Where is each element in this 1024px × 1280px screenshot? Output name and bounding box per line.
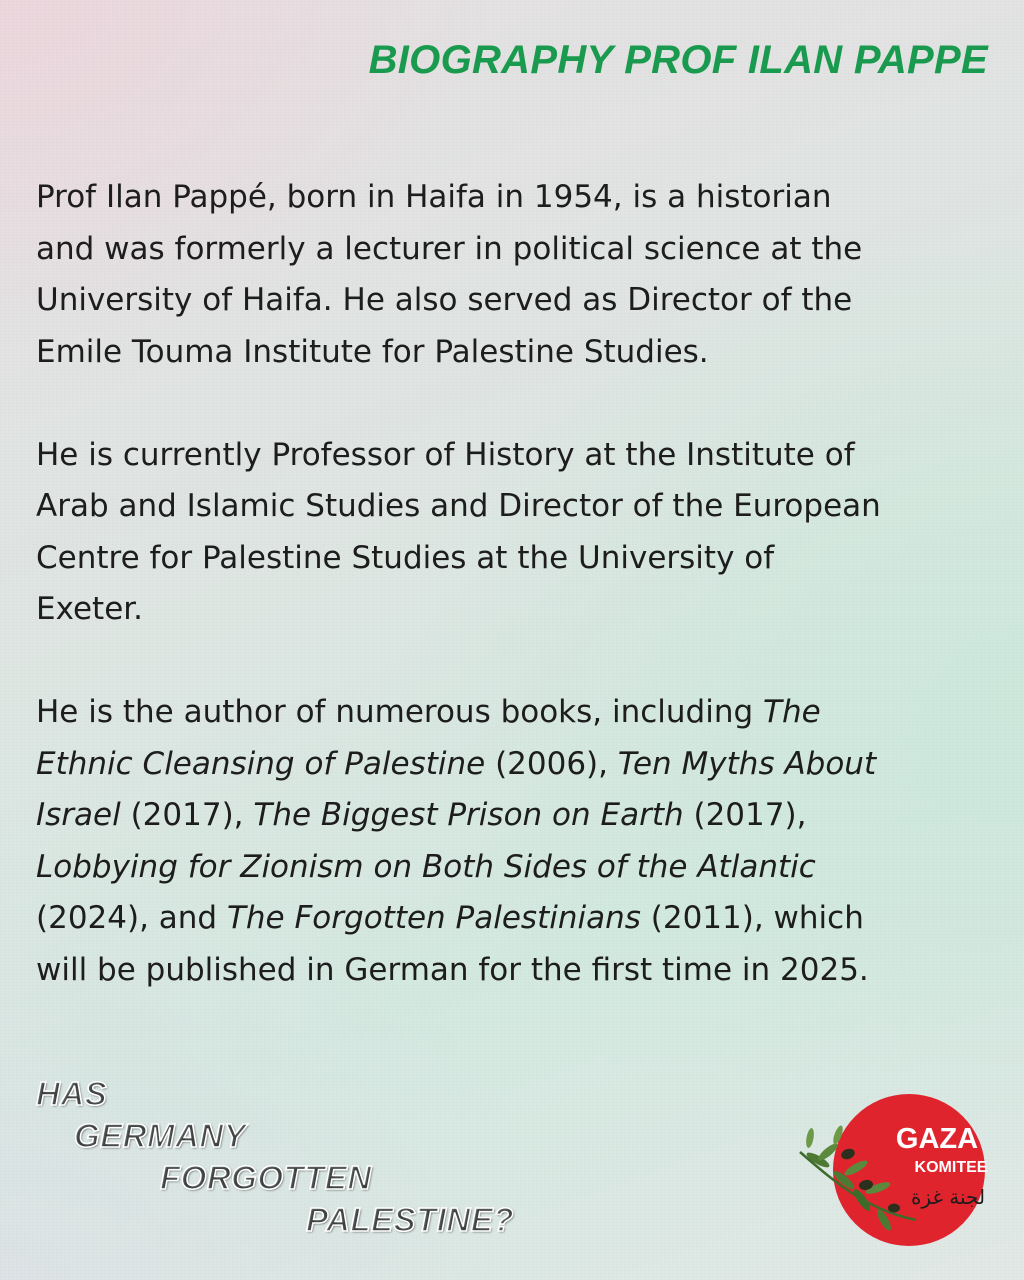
text-run: (2006), [485, 745, 618, 782]
text-line [36, 739, 996, 791]
book-title: Israel [36, 797, 121, 833]
slogan-line: GERMANY [74, 1117, 247, 1154]
bio-paragraph-1 [36, 172, 996, 378]
text-line: Exeter. [36, 591, 144, 627]
slogan-line: PALESTINE? [306, 1201, 514, 1238]
slogan-line: FORGOTTEN [160, 1159, 372, 1196]
text-run: (2024), and [36, 900, 227, 936]
book-title: The Forgotten Palestinians [226, 900, 641, 936]
text-line [36, 945, 996, 997]
text-line: University of Haifa. He also served as Director of the [36, 282, 853, 318]
text-run: will be published in German for the first time in 2025. [36, 951, 869, 988]
book-title: The Biggest Prison on Earth [253, 797, 684, 833]
text-run: (2011), which [640, 900, 864, 936]
book-title: Ten Myths About [617, 745, 877, 782]
text-line: Arab and Islamic Studies and Director of the European [36, 488, 881, 524]
slogan-line: HAS [36, 1075, 108, 1112]
text-line: Emile Touma Institute for Palestine Studies. [36, 333, 709, 370]
bio-paragraph-2 [36, 430, 996, 636]
slogan [36, 1075, 596, 1255]
text-run: He is the author of numerous books, including [36, 694, 764, 730]
text-line: Prof Ilan Pappé, born in Haifa in 1954, is a historian [36, 179, 832, 215]
logo-sub: KOMITEE [914, 1159, 988, 1176]
book-title: The [763, 694, 821, 730]
book-title: Lobbying for Zionism on Both Sides of the Atlantic [36, 848, 816, 885]
logo-name: GAZA [895, 1123, 979, 1155]
text-line [36, 893, 996, 945]
text-line: and was formerly a lecturer in political science at the [36, 230, 863, 267]
text-run: (2017), [120, 797, 254, 833]
text-line [36, 842, 996, 894]
bio-paragraph-3 [36, 687, 996, 996]
text-line: He is currently Professor of History at the Institute of [36, 436, 855, 473]
gaza-komitee-logo [798, 1090, 988, 1260]
biography-text [36, 172, 996, 996]
text-run: (2017), [683, 797, 807, 833]
text-line [36, 687, 996, 739]
text-line [36, 790, 996, 842]
text-line: Centre for Palestine Studies at the University of [36, 539, 775, 576]
book-title: Ethnic Cleansing of Palestine [36, 745, 486, 782]
logo-arabic: لجنة غزة [910, 1185, 986, 1209]
page-title: BIOGRAPHY PROF ILAN PAPPE [368, 38, 988, 82]
